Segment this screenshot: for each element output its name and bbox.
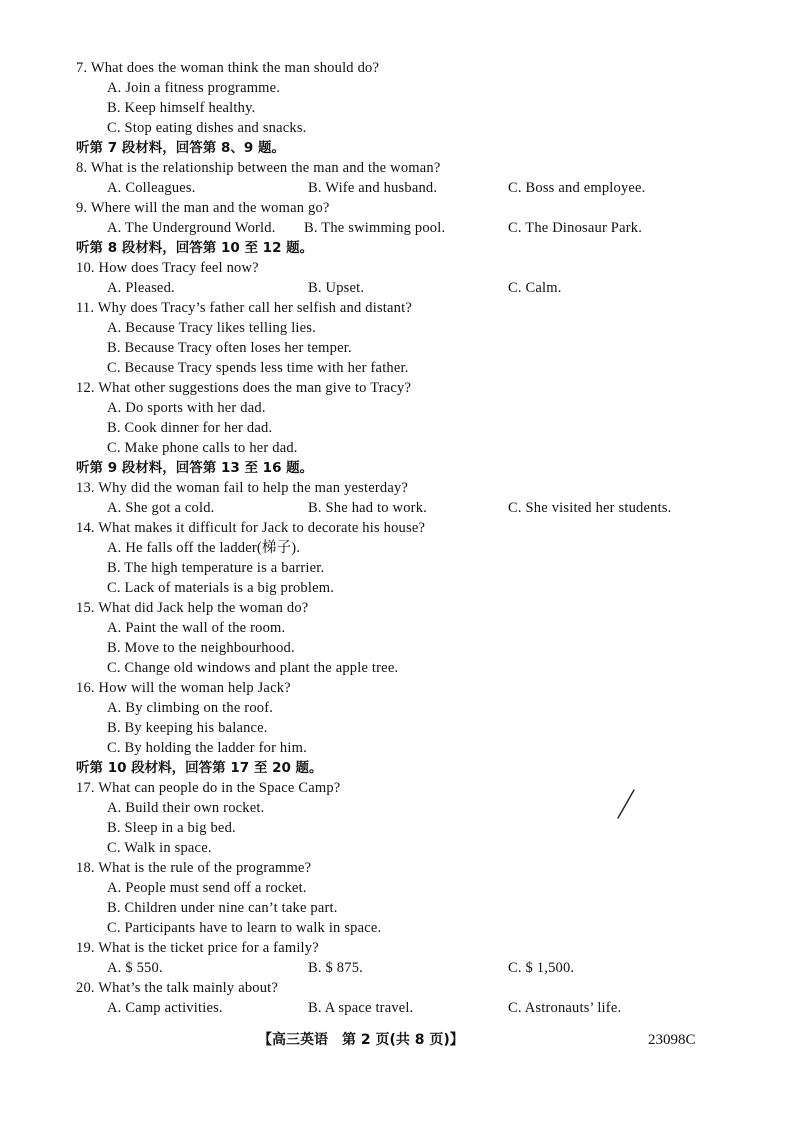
option-11a: A. Because Tracy likes telling lies. — [107, 320, 316, 336]
option-11c: C. Because Tracy spends less time with her father. — [107, 360, 409, 376]
option-20a: A. Camp activities. — [107, 1000, 223, 1016]
option-15b: B. Move to the neighbourhood. — [107, 640, 295, 656]
section-heading-9: 听第 9 段材料，回答第 13 至 16 题。 — [76, 460, 314, 476]
option-19a: A. $ 550. — [107, 960, 163, 976]
section-heading-10: 听第 10 段材料，回答第 17 至 20 题。 — [76, 760, 323, 776]
question-13: 13. Why did the woman fail to help the man yesterday? — [76, 480, 409, 496]
option-17b: B. Sleep in a big bed. — [107, 820, 236, 836]
paper-code: 23098C — [648, 1032, 696, 1048]
option-19c: C. $ 1,500. — [508, 960, 575, 976]
option-19b: B. $ 875. — [308, 960, 363, 976]
option-14b: B. The high temperature is a barrier. — [107, 560, 325, 576]
option-9a: A. The Underground World. — [107, 220, 276, 236]
option-18a: A. People must send off a rocket. — [107, 880, 307, 896]
option-12b: B. Cook dinner for her dad. — [107, 420, 273, 436]
option-10b: B. Upset. — [308, 280, 365, 296]
option-12a: A. Do sports with her dad. — [107, 400, 266, 416]
option-10a: A. Pleased. — [107, 280, 175, 296]
question-11: 11. Why does Tracy’s father call her selfish and distant? — [76, 300, 412, 316]
option-7c: C. Stop eating dishes and snacks. — [107, 120, 307, 136]
option-13b: B. She had to work. — [308, 500, 427, 516]
question-16: 16. How will the woman help Jack? — [76, 680, 291, 696]
question-15: 15. What did Jack help the woman do? — [76, 600, 309, 616]
option-16c: C. By holding the ladder for him. — [107, 740, 307, 756]
footer-title: 【高三英语 第 2 页(共 8 页)】 — [258, 1032, 464, 1048]
option-15a: A. Paint the wall of the room. — [107, 620, 286, 636]
option-8b: B. Wife and husband. — [308, 180, 438, 196]
option-12c: C. Make phone calls to her dad. — [107, 440, 298, 456]
option-20b: B. A space travel. — [308, 1000, 414, 1016]
option-17c: C. Walk in space. — [107, 840, 212, 856]
question-14: 14. What makes it difficult for Jack to decorate his house? — [76, 520, 426, 536]
question-17: 17. What can people do in the Space Camp? — [76, 780, 341, 796]
option-20c: C. Astronauts’ life. — [508, 1000, 622, 1016]
option-9c: C. The Dinosaur Park. — [508, 220, 643, 236]
page-footer — [0, 1030, 794, 1052]
question-12: 12. What other suggestions does the man give to Tracy? — [76, 380, 412, 396]
option-7a: A. Join a fitness programme. — [107, 80, 281, 96]
option-7b: B. Keep himself healthy. — [107, 100, 256, 116]
section-heading-8: 听第 8 段材料，回答第 10 至 12 题。 — [76, 240, 314, 256]
option-8a: A. Colleagues. — [107, 180, 196, 196]
option-18c: C. Participants have to learn to walk in space. — [107, 920, 382, 936]
option-14c: C. Lack of materials is a big problem. — [107, 580, 335, 596]
question-20: 20. What’s the talk mainly about? — [76, 980, 279, 996]
option-14a: A. He falls off the ladder(梯子). — [107, 540, 301, 556]
pen-mark-icon — [614, 788, 638, 820]
option-13a: A. She got a cold. — [107, 500, 215, 516]
question-18: 18. What is the rule of the programme? — [76, 860, 312, 876]
question-9: 9. Where will the man and the woman go? — [76, 200, 330, 216]
question-19: 19. What is the ticket price for a family? — [76, 940, 319, 956]
option-16b: B. By keeping his balance. — [107, 720, 268, 736]
option-18b: B. Children under nine can’t take part. — [107, 900, 338, 916]
option-8c: C. Boss and employee. — [508, 180, 646, 196]
option-13c: C. She visited her students. — [508, 500, 672, 516]
option-15c: C. Change old windows and plant the apple tree. — [107, 660, 399, 676]
question-8: 8. What is the relationship between the man and the woman? — [76, 160, 441, 176]
option-10c: C. Calm. — [508, 280, 562, 296]
option-9b: B. The swimming pool. — [304, 220, 446, 236]
option-11b: B. Because Tracy often loses her temper. — [107, 340, 352, 356]
option-17a: A. Build their own rocket. — [107, 800, 265, 816]
question-7: 7. What does the woman think the man should do? — [76, 60, 380, 76]
section-heading-7: 听第 7 段材料，回答第 8、9 题。 — [76, 140, 285, 156]
option-16a: A. By climbing on the roof. — [107, 700, 274, 716]
question-10: 10. How does Tracy feel now? — [76, 260, 259, 276]
